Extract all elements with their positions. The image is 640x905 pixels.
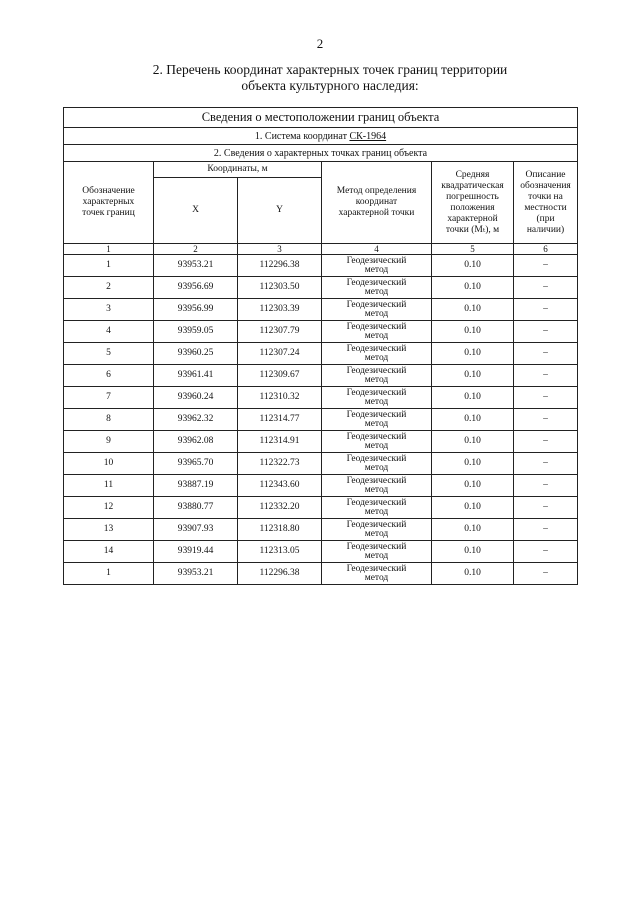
header-line: погрешность: [446, 191, 499, 202]
method-line: Геодезический: [346, 387, 407, 398]
title-line: 2. Перечень координат характерных точек границ территории: [152, 62, 508, 77]
header-line: Средняя: [455, 169, 490, 180]
method-line: Геодезический: [346, 299, 407, 310]
method-cell: [322, 563, 432, 585]
accuracy-cell: 0.10: [432, 519, 514, 541]
method-line: метод: [364, 374, 389, 385]
point-cell: 10: [64, 453, 154, 475]
header-line: координат: [355, 197, 398, 207]
page-number: 2: [316, 36, 324, 51]
description-cell: –: [514, 541, 578, 563]
description-cell: –: [514, 365, 578, 387]
method-line: метод: [364, 572, 389, 583]
table-row: [64, 387, 578, 409]
header-line: Описание: [525, 169, 566, 180]
description-cell: –: [514, 453, 578, 475]
method-cell: [322, 453, 432, 475]
header-y: Y: [238, 178, 322, 244]
header-line: точек границ: [82, 208, 135, 218]
y-cell: 112303.50: [238, 277, 322, 299]
column-number: 3: [238, 244, 322, 255]
method-line: метод: [364, 528, 389, 539]
accuracy-cell: 0.10: [432, 277, 514, 299]
column-number: 1: [64, 244, 154, 255]
method-line: метод: [364, 550, 389, 561]
method-cell: [322, 519, 432, 541]
table-row: [64, 541, 578, 563]
table-row: [64, 409, 578, 431]
method-line: Геодезический: [346, 497, 407, 508]
y-cell: 112309.67: [238, 365, 322, 387]
method-line: Геодезический: [346, 519, 407, 530]
x-cell: 93956.69: [154, 277, 238, 299]
method-cell: [322, 255, 432, 277]
x-cell: 93887.19: [154, 475, 238, 497]
accuracy-cell: 0.10: [432, 321, 514, 343]
header-accuracy: [432, 162, 514, 244]
accuracy-cell: 0.10: [432, 563, 514, 585]
header-line: квадратическая: [441, 180, 504, 191]
method-line: метод: [364, 440, 389, 451]
header-line: характерных: [82, 197, 135, 207]
header-x: X: [154, 178, 238, 244]
coordinate-system-value: СК-1964: [349, 130, 387, 142]
method-line: метод: [364, 308, 389, 319]
y-cell: 112343.60: [238, 475, 322, 497]
table-row: [64, 321, 578, 343]
header-description: [514, 162, 578, 244]
coordinate-system-label: 1. Система координат: [254, 130, 350, 142]
accuracy-cell: 0.10: [432, 409, 514, 431]
header-line: обозначения: [520, 180, 571, 191]
method-cell: [322, 321, 432, 343]
point-cell: 7: [64, 387, 154, 409]
method-line: метод: [364, 396, 389, 407]
column-number: 2: [154, 244, 238, 255]
title-line: объекта культурного наследия:: [241, 78, 419, 93]
x-cell: 93965.70: [154, 453, 238, 475]
table-row: [64, 255, 578, 277]
description-cell: –: [514, 299, 578, 321]
y-cell: 112313.05: [238, 541, 322, 563]
y-cell: 112303.39: [238, 299, 322, 321]
method-line: метод: [364, 506, 389, 517]
y-cell: 112332.20: [238, 497, 322, 519]
column-number: 5: [432, 244, 514, 255]
x-cell: 93880.77: [154, 497, 238, 519]
method-line: Геодезический: [346, 277, 407, 288]
description-cell: –: [514, 497, 578, 519]
column-number: 4: [322, 244, 432, 255]
header-line: наличии): [526, 224, 565, 235]
point-cell: 1: [64, 563, 154, 585]
description-cell: –: [514, 321, 578, 343]
coordinate-system: [64, 128, 578, 145]
x-cell: 93962.32: [154, 409, 238, 431]
x-cell: 93907.93: [154, 519, 238, 541]
y-cell: 112307.79: [238, 321, 322, 343]
x-cell: 93959.05: [154, 321, 238, 343]
method-line: метод: [364, 484, 389, 495]
point-cell: 5: [64, 343, 154, 365]
method-cell: [322, 299, 432, 321]
accuracy-cell: 0.10: [432, 431, 514, 453]
point-cell: 1: [64, 255, 154, 277]
y-cell: 112310.32: [238, 387, 322, 409]
method-line: Геодезический: [346, 475, 407, 486]
x-cell: 93956.99: [154, 299, 238, 321]
description-cell: –: [514, 563, 578, 585]
point-cell: 12: [64, 497, 154, 519]
x-cell: 93962.08: [154, 431, 238, 453]
method-cell: [322, 365, 432, 387]
description-cell: –: [514, 277, 578, 299]
header-method: [322, 162, 432, 244]
header-line: положения: [450, 202, 495, 213]
description-cell: –: [514, 431, 578, 453]
header-line: точки на: [528, 191, 563, 202]
y-cell: 112296.38: [238, 563, 322, 585]
column-number: 6: [514, 244, 578, 255]
method-line: Геодезический: [346, 365, 407, 376]
accuracy-cell: 0.10: [432, 475, 514, 497]
y-cell: 112322.73: [238, 453, 322, 475]
point-cell: 9: [64, 431, 154, 453]
accuracy-cell: 0.10: [432, 497, 514, 519]
x-cell: 93961.41: [154, 365, 238, 387]
accuracy-cell: 0.10: [432, 387, 514, 409]
point-cell: 3: [64, 299, 154, 321]
accuracy-cell: 0.10: [432, 365, 514, 387]
method-line: Геодезический: [346, 541, 407, 552]
x-cell: 93960.24: [154, 387, 238, 409]
method-cell: [322, 431, 432, 453]
accuracy-cell: 0.10: [432, 255, 514, 277]
method-line: Геодезический: [346, 343, 407, 354]
document-title: [100, 62, 560, 94]
table-row: [64, 343, 578, 365]
method-line: метод: [364, 352, 389, 363]
method-line: Геодезический: [346, 453, 407, 464]
method-line: Геодезический: [346, 321, 407, 332]
x-cell: 93953.21: [154, 255, 238, 277]
accuracy-cell: 0.10: [432, 453, 514, 475]
method-cell: [322, 541, 432, 563]
coordinates-table: [63, 107, 578, 585]
method-cell: [322, 387, 432, 409]
header-line: Обозначение: [82, 186, 135, 196]
method-cell: [322, 409, 432, 431]
method-cell: [322, 343, 432, 365]
y-cell: 112296.38: [238, 255, 322, 277]
y-cell: 112314.91: [238, 431, 322, 453]
y-cell: 112314.77: [238, 409, 322, 431]
description-cell: –: [514, 387, 578, 409]
point-cell: 14: [64, 541, 154, 563]
method-cell: [322, 497, 432, 519]
accuracy-cell: 0.10: [432, 299, 514, 321]
description-cell: –: [514, 475, 578, 497]
x-cell: 93953.21: [154, 563, 238, 585]
description-cell: –: [514, 519, 578, 541]
y-cell: 112318.80: [238, 519, 322, 541]
method-line: Геодезический: [346, 431, 407, 442]
accuracy-cell: 0.10: [432, 541, 514, 563]
header-designation: [64, 162, 154, 244]
header-coordinates: Координаты, м: [154, 162, 322, 178]
x-cell: 93960.25: [154, 343, 238, 365]
description-cell: –: [514, 255, 578, 277]
description-cell: –: [514, 343, 578, 365]
header-line: характерной точки: [338, 208, 415, 218]
header-line: Метод определения: [336, 186, 417, 196]
method-cell: [322, 475, 432, 497]
method-line: метод: [364, 286, 389, 297]
y-cell: 112307.24: [238, 343, 322, 365]
description-cell: –: [514, 409, 578, 431]
table-row: [64, 563, 578, 585]
method-line: Геодезический: [346, 255, 407, 266]
table-caption: Сведения о местоположении границ объекта: [64, 108, 578, 128]
point-cell: 4: [64, 321, 154, 343]
table-row: [64, 453, 578, 475]
table-row: [64, 497, 578, 519]
header-line: характерной: [447, 213, 498, 224]
method-line: Геодезический: [346, 409, 407, 420]
accuracy-cell: 0.10: [432, 343, 514, 365]
method-cell: [322, 277, 432, 299]
x-cell: 93919.44: [154, 541, 238, 563]
method-line: Геодезический: [346, 563, 407, 574]
table-row: [64, 475, 578, 497]
method-line: метод: [364, 264, 389, 275]
point-cell: 8: [64, 409, 154, 431]
header-line: местности: [524, 202, 567, 213]
header-line: (при: [536, 213, 555, 224]
table-row: [64, 431, 578, 453]
table-row: [64, 519, 578, 541]
method-line: метод: [364, 418, 389, 429]
header-line: точки (Mₜ), м: [445, 224, 500, 235]
points-info: 2. Сведения о характерных точках границ объекта: [64, 145, 578, 162]
point-cell: 13: [64, 519, 154, 541]
method-line: метод: [364, 462, 389, 473]
table-row: [64, 299, 578, 321]
table-row: [64, 277, 578, 299]
method-line: метод: [364, 330, 389, 341]
point-cell: 6: [64, 365, 154, 387]
table-row: [64, 365, 578, 387]
point-cell: 11: [64, 475, 154, 497]
point-cell: 2: [64, 277, 154, 299]
